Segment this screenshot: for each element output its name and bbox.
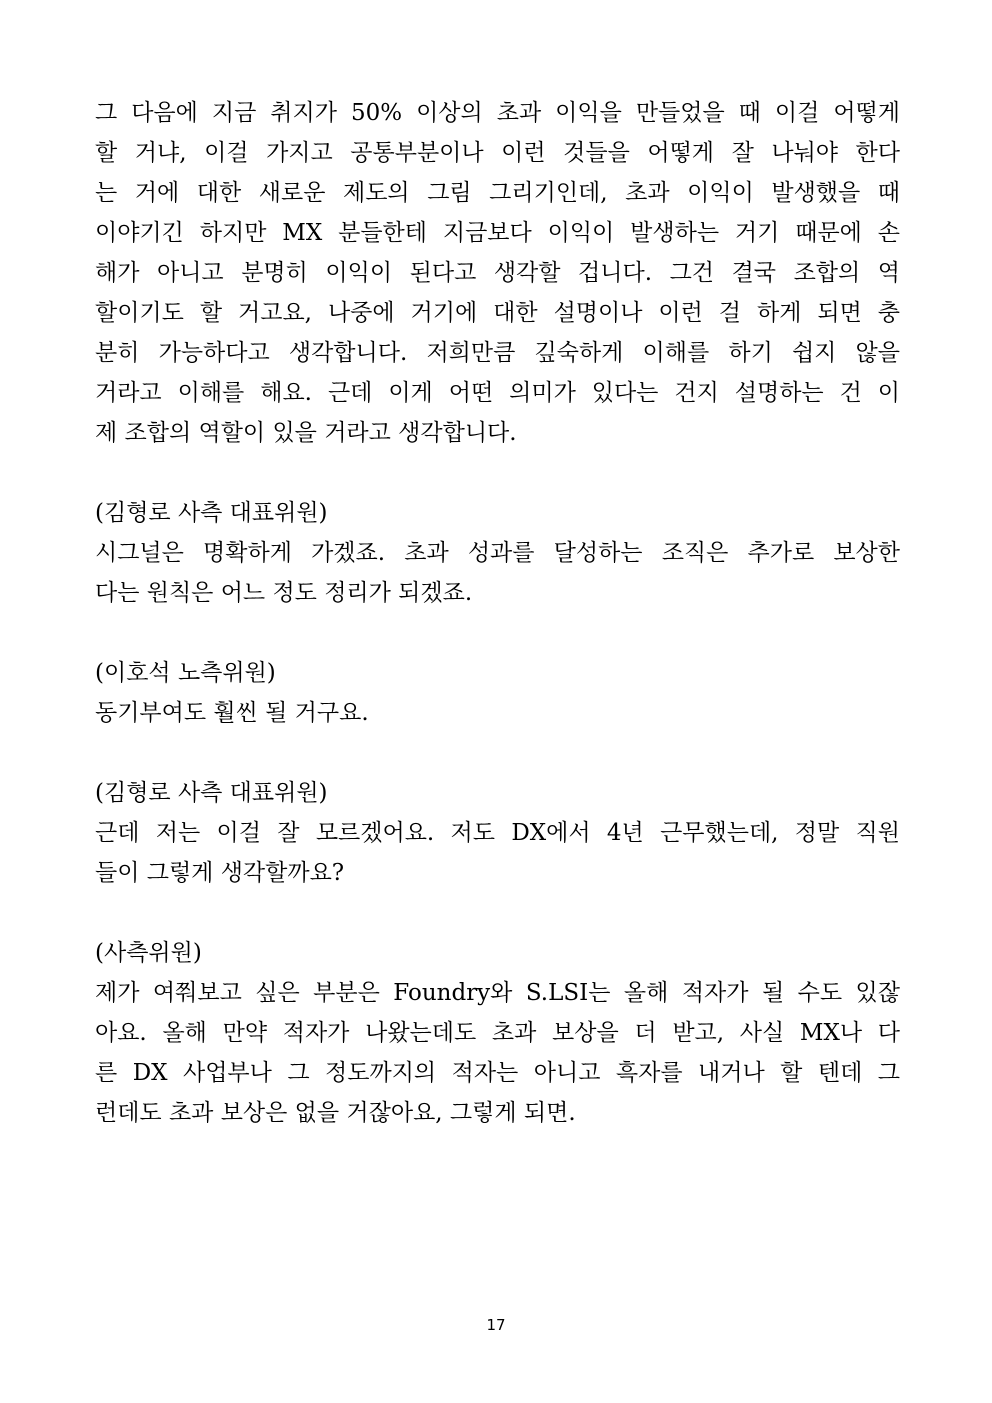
- text-line: 제 조합의 역할이 있을 거라고 생각합니다.: [95, 420, 517, 446]
- text-line: 거라고 이해를 해요. 근데 이게 어떤 의미가 있다는 건지 설명하는 건 이: [95, 380, 900, 406]
- text-line: 이야기긴 하지만 MX 분들한테 지금보다 이익이 발생하는 거기 때문에 손: [95, 220, 900, 246]
- speaker-block: [95, 773, 900, 893]
- text-line: 아요. 올해 만약 적자가 나왔는데도 초과 보상을 더 받고, 사실 MX나 다: [95, 1020, 900, 1046]
- paragraph-gap: [95, 893, 900, 933]
- text-line: 해가 아니고 분명히 이익이 된다고 생각할 겁니다. 그건 결국 조합의 역: [95, 260, 900, 286]
- text-line: 들이 그렇게 생각할까요?: [95, 860, 345, 886]
- speaker-label: (김형로 사측 대표위원): [95, 500, 328, 526]
- speaker-block: [95, 653, 900, 733]
- text-line: 분히 가능하다고 생각합니다. 저희만큼 깊숙하게 이해를 하기 쉽지 않을: [95, 340, 900, 366]
- text-line: 시그널은 명확하게 가겠죠. 초과 성과를 달성하는 조직은 추가로 보상한: [95, 540, 900, 566]
- text-line: 다는 원칙은 어느 정도 정리가 되겠죠.: [95, 580, 473, 606]
- text-line: 른 DX 사업부나 그 정도까지의 적자는 아니고 흑자를 내거나 할 텐데 그: [95, 1060, 900, 1086]
- text-line: 는 거에 대한 새로운 제도의 그림 그리기인데, 초과 이익이 발생했을 때: [95, 180, 900, 206]
- text-line: 할이기도 할 거고요, 나중에 거기에 대한 설명이나 이런 걸 하게 되면 충: [95, 300, 900, 326]
- transcript-body: [95, 93, 900, 1133]
- page-number: 17: [486, 1316, 506, 1334]
- paragraph-gap: [95, 613, 900, 653]
- text-line: 런데도 초과 보상은 없을 거잖아요, 그렇게 되면.: [95, 1100, 576, 1126]
- speaker-label: (이호석 노측위원): [95, 660, 276, 686]
- text-line: 그 다음에 지금 취지가 50% 이상의 초과 이익을 만들었을 때 이걸 어떻게: [95, 100, 900, 126]
- text-line: 할 거냐, 이걸 가지고 공통부분이나 이런 것들을 어떻게 잘 나눠야 한다: [95, 140, 900, 166]
- speaker-label: (김형로 사측 대표위원): [95, 780, 328, 806]
- text-line: 동기부여도 훨씬 될 거구요.: [95, 700, 369, 726]
- paragraph: [95, 93, 900, 453]
- speaker-block: [95, 933, 900, 1133]
- text-line: 제가 여쭤보고 싶은 부분은 Foundry와 S.LSI는 올해 적자가 될 수도 있잖: [95, 980, 900, 1006]
- paragraph-gap: [95, 733, 900, 773]
- speaker-block: [95, 493, 900, 613]
- paragraph-gap: [95, 453, 900, 493]
- text-line: 근데 저는 이걸 잘 모르겠어요. 저도 DX에서 4년 근무했는데, 정말 직원: [95, 820, 900, 846]
- speaker-label: (사측위원): [95, 940, 202, 966]
